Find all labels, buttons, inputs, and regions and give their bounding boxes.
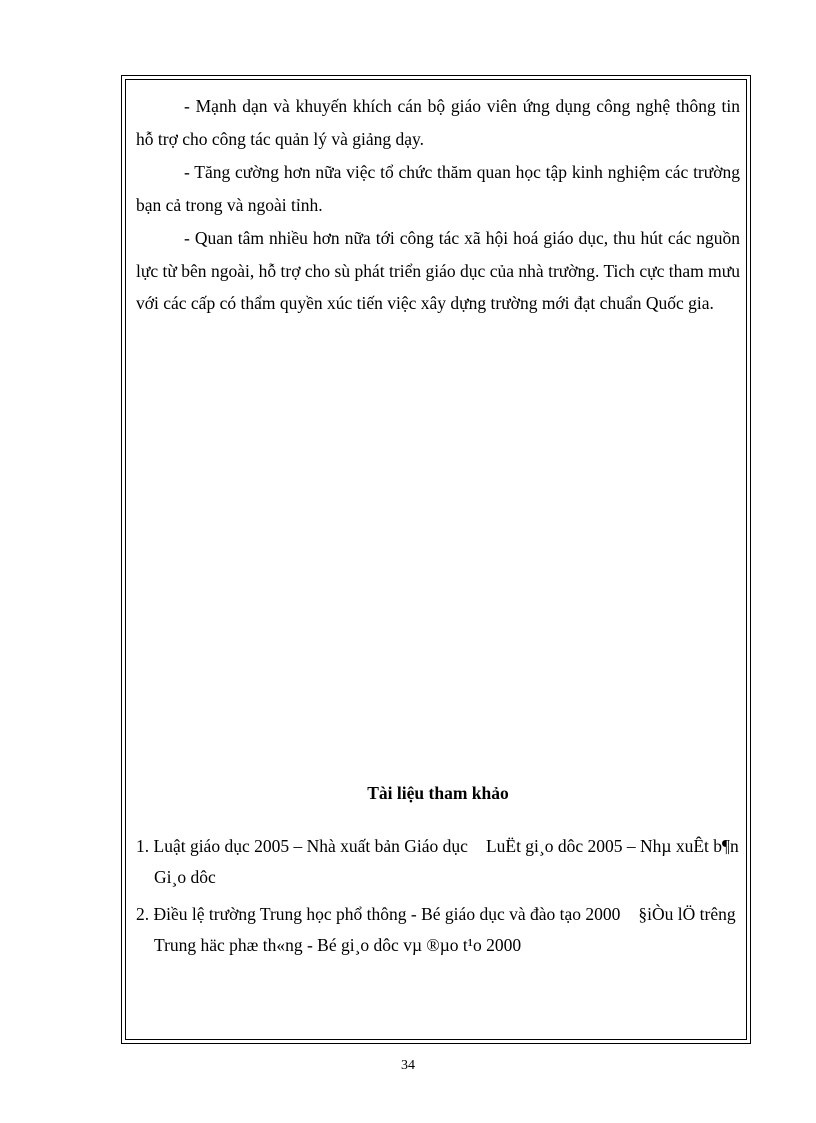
- reference-garbled-text: §iÒu lÖ trêng Trung häc phæ th«ng - Bé gi¸o dôc vµ ®µo t¹o 2000: [154, 904, 736, 955]
- references-list: [136, 831, 740, 967]
- references-title: Tài liệu tham khảo: [367, 783, 509, 803]
- paragraph-2: - Tăng cường hơn nữa việc tổ chức thăm quan học tập kinh nghiệm các trường bạn cả trong và ngoài tỉnh.: [136, 162, 740, 215]
- reference-item-1: [136, 831, 740, 893]
- paragraph-1: - Mạnh dạn và khuyến khích cán bộ giáo viên ứng dụng công nghệ thông tin hỗ trợ cho công tác quản lý và giảng dạy.: [136, 96, 740, 149]
- reference-number: 1.: [136, 836, 150, 856]
- body-text: [136, 90, 740, 320]
- reference-text: Luật giáo dục 2005 – Nhà xuất bản Giáo dục: [153, 836, 468, 856]
- reference-item-2: [136, 899, 740, 961]
- reference-number: 2.: [136, 904, 150, 924]
- paragraph-3: - Quan tâm nhiều hơn nữa tới công tác xã hội hoá giáo dục, thu hút các nguồn lực từ bên ngoài, hỗ trợ cho sù phát triển giáo dục của nhà trường. Tich cực tham mưu với các cấp có thẩm quyền xúc tiến việc xây dựng trường mới đạt chuẩn Quốc gia.: [136, 228, 740, 313]
- page-number: 34: [401, 1058, 415, 1073]
- reference-garbled-text: LuËt gi¸o dôc 2005 – Nhµ xuÊt b¶n Gi¸o dôc: [154, 836, 739, 887]
- reference-text: Điều lệ trường Trung học phổ thông - Bé giáo dục và đào tạo 2000: [153, 904, 621, 924]
